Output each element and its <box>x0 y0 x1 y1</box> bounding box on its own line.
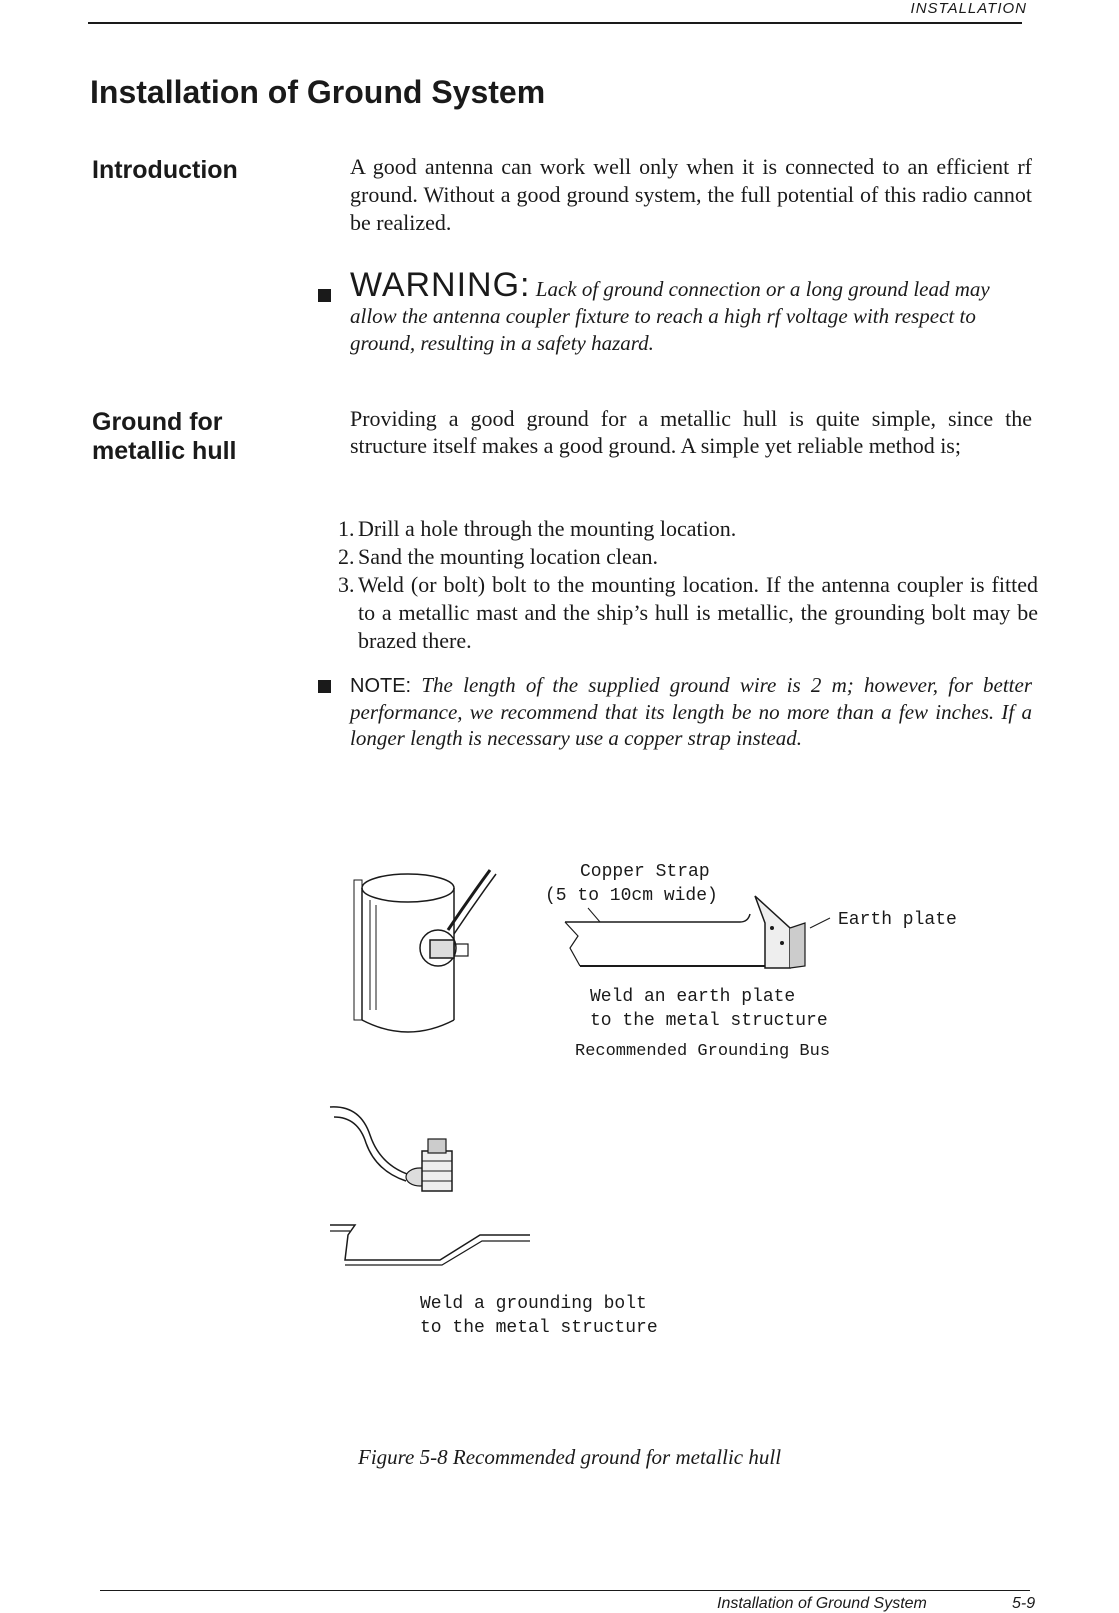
weld-bolt-label-2: to the metal structure <box>420 1318 658 1338</box>
strap-width-label: (5 to 10cm wide) <box>545 886 718 906</box>
footer-title: Installation of Ground System <box>717 1595 927 1612</box>
note-label: NOTE: <box>350 675 412 697</box>
note-block <box>350 672 1032 751</box>
warning-block <box>350 266 1032 357</box>
step-number: 1. <box>338 516 355 541</box>
step-text: Drill a hole through the mounting location. <box>358 516 737 541</box>
figure-caption: Figure 5-8 Recommended ground for metallic hull <box>358 1445 782 1469</box>
step-item <box>338 571 1038 655</box>
weld-plate-label-1: Weld an earth plate <box>590 987 796 1007</box>
page-number: 5-9 <box>1012 1595 1036 1612</box>
grounding-bolt-illustration <box>330 1095 540 1275</box>
introduction-text: A good antenna can work well only when it is connected to an efficient rf ground. Without a good ground system, the full potential of this radio cannot be realized. <box>350 154 1032 235</box>
steps-list <box>338 515 1038 655</box>
ground-hull-heading <box>92 408 236 466</box>
copper-strap-label: Copper Strap <box>580 862 710 882</box>
step-item <box>338 515 1038 543</box>
ground-hull-text: Providing a good ground for a metallic hull is quite simple, since the structure itself makes a good ground. A simple yet reliable method is; <box>350 406 1032 458</box>
step-number: 2. <box>338 544 355 569</box>
grounding-bus-label: Recommended Grounding Bus <box>575 1042 831 1061</box>
ground-hull-heading-line2: metallic hull <box>92 437 237 465</box>
header-rule <box>88 22 1022 24</box>
note-bullet <box>318 680 331 693</box>
warning-text: Lack of ground connection or a long ground lead may allow the antenna coupler fixture to reach a high rf voltage with respect to ground, resulting in a safety hazard. <box>350 277 990 355</box>
step-item <box>338 543 1038 571</box>
warning-label: WARNING: <box>350 266 531 304</box>
step-text: Sand the mounting location clean. <box>358 544 658 569</box>
ground-hull-heading-line1: Ground for <box>92 408 223 436</box>
warning-bullet <box>318 289 331 302</box>
weld-bolt-label-1: Weld a grounding bolt <box>420 1294 647 1314</box>
step-text: Weld (or bolt) bolt to the mounting location. If the antenna coupler is fitted to a metallic mast and the ship’s hull is metallic, the grounding bolt may be brazed there. <box>358 572 1038 653</box>
footer-rule <box>100 1590 1030 1591</box>
introduction-heading: Introduction <box>92 156 238 184</box>
earth-plate-label: Earth plate <box>838 910 957 930</box>
page-title: Installation of Ground System <box>90 74 546 110</box>
step-number: 3. <box>338 572 355 597</box>
section-header: INSTALLATION <box>910 0 1027 17</box>
mast-bolt-illustration <box>350 860 520 1040</box>
weld-plate-label-2: to the metal structure <box>590 1011 828 1031</box>
note-text: The length of the supplied ground wire is 2 m; however, for better performance, we recommend that its length be no more than a few inches. If a longer length is necessary use a copper strap instead. <box>350 673 1033 750</box>
